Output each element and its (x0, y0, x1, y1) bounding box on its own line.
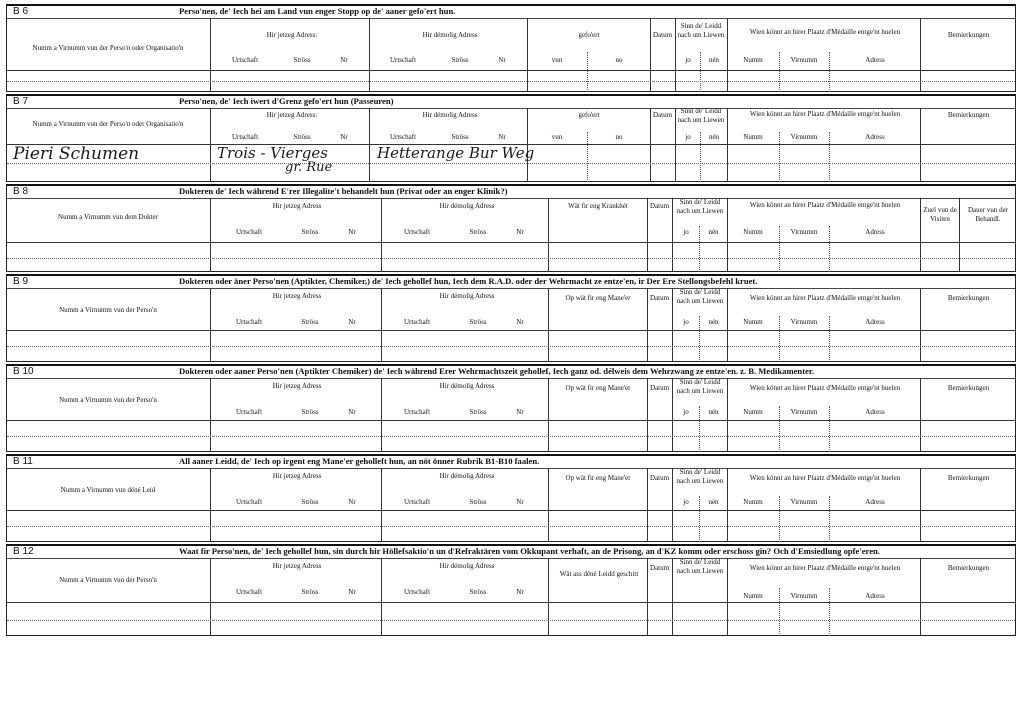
col-sense: Sinn de' Leidd nach um Liewen (676, 558, 724, 575)
col-former-address: Hir démolig Adress (422, 31, 478, 39)
col-former-address: Hir démolig Adress (439, 292, 495, 300)
col-sense: Sinn de' Leidd nach um Liewen (676, 468, 724, 485)
col-address: Adress (865, 228, 885, 236)
col-date: Datum (649, 202, 670, 210)
col-remarks: Bemierkungen (947, 111, 990, 119)
col-person-name: Numm a Virnumm vun der Perso'n (59, 306, 157, 314)
section-code: B 8 (13, 186, 29, 197)
col-number: Nr (348, 588, 356, 596)
handwritten-street: gr. Rue (285, 160, 333, 175)
col-remarks: Bemierkungen (947, 31, 990, 39)
col-no: nén (708, 408, 719, 416)
col-number: Nr (516, 588, 524, 596)
col-number: Nr (498, 133, 506, 141)
col-remarks: Bemierkungen (947, 294, 990, 302)
col-medal: Wien könnt an hirer Plaatz d'Médaille entge'nt huelen (749, 28, 901, 36)
col-street: Ströss (469, 588, 487, 596)
col-locality: Urtschaft (389, 133, 417, 141)
col-address: Adress (865, 592, 885, 600)
col-street: Ströss (301, 318, 319, 326)
col-street: Ströss (301, 228, 319, 236)
col-date: Datum (652, 31, 673, 39)
col-street: Ströss (469, 318, 487, 326)
section-title: Dokteren de' Iech während E'rer Illegalite't behandelt hun (Privat oder an enger Klinik?) (179, 186, 508, 196)
col-numm: Numm (743, 318, 763, 326)
section-title: Perso'nen, de' Iech hei am Land vun enger Stopp op de' aaner gefo'ert hun. (179, 6, 456, 16)
col-locality: Urtschaft (389, 56, 417, 64)
section-title: All aaner Leidd, de' Iech op irgent eng Mane'er geholleft hun, an nöt önner Rubrik B1-B10 faalen. (179, 456, 540, 466)
col-former-address: Hir démolig Adress (439, 382, 495, 390)
section-code: B 12 (13, 546, 34, 557)
col-number: Nr (340, 133, 348, 141)
col-medal: Wien könnt an hirer Plaatz d'Médaille entge'nt huelen (749, 201, 901, 209)
col-no: nén (708, 498, 719, 506)
col-sense: Sinn de' Leidd nach um Liewen (677, 22, 725, 39)
col-numm: Numm (743, 56, 763, 64)
section-title: Perso'nen, de' Iech iwert d'Grenz gefo'ert hun (Passeuren) (179, 96, 394, 106)
col-street: Ströss (451, 56, 469, 64)
handwritten-name: Pieri Schumen (13, 144, 140, 164)
col-person-name: Numm a Virnumm vun der Perso'n (59, 576, 157, 584)
col-manner: Op wät fir eng Mane'er (565, 384, 631, 392)
col-sense: Sinn de' Leidd nach um Liewen (677, 107, 725, 124)
section-b8 (6, 184, 1016, 272)
col-address: Adress (865, 56, 885, 64)
col-virnumm: Virnumm (790, 133, 818, 141)
col-sense: Sinn de' Leidd nach um Liewen (676, 198, 724, 215)
col-date: Datum (649, 384, 670, 392)
section-b12 (6, 544, 1016, 636)
section-code: B 6 (13, 6, 29, 17)
section-b11 (6, 454, 1016, 542)
col-number: Nr (498, 56, 506, 64)
col-number: Nr (516, 408, 524, 416)
col-sense: Sinn de' Leidd nach um Liewen (676, 288, 724, 305)
section-b9 (6, 274, 1016, 362)
section-header (7, 6, 1015, 19)
col-address: Adress (865, 498, 885, 506)
col-former-address: Hir démolig Adress (439, 472, 495, 480)
col-sense: Sinn de' Leidd nach um Liewen (676, 378, 724, 395)
section-code: B 9 (13, 276, 29, 287)
col-numm: Numm (743, 408, 763, 416)
col-current-address: Hir jetzeg Adress: (266, 111, 318, 119)
section-b10 (6, 364, 1016, 452)
col-person-name: Numm a Virnumm vun der Perso'n oder Organisatio'n (32, 120, 184, 128)
col-remarks: Bemierkungen (947, 384, 990, 392)
col-street: Ströss (469, 408, 487, 416)
col-former-address: Hir démolig Adress (422, 111, 478, 119)
handwritten-former-address: Hetterange Bur Weg (377, 144, 535, 162)
col-numm: Numm (743, 498, 763, 506)
col-medal: Wien könnt an hirer Plaatz d'Médaille entge'nt huelen (749, 294, 901, 302)
col-street: Ströss (293, 56, 311, 64)
col-virnumm: Virnumm (790, 592, 818, 600)
section-header (7, 276, 1015, 289)
col-number: Nr (348, 408, 356, 416)
col-person-name: Numm a Virnumm vun der Perso'n (59, 396, 157, 404)
col-number: Nr (348, 318, 356, 326)
col-locality: Urtschaft (403, 588, 431, 596)
col-date: Datum (649, 474, 670, 482)
col-numm: Numm (743, 592, 763, 600)
col-locality: Urtschaft (231, 56, 259, 64)
col-person-name: Numm a Virnumm vun der Perso'n oder Organisatio'n (32, 44, 184, 52)
col-street: Ströss (293, 133, 311, 141)
section-header (7, 456, 1015, 469)
col-virnumm: Virnumm (790, 318, 818, 326)
col-yes: jo (683, 228, 689, 236)
col-former-address: Hir démolig Adress (439, 562, 495, 570)
col-no: nén (708, 56, 720, 64)
col-doctor-name: Numm a Virnumm vun dem Dokter (58, 213, 158, 221)
col-number: Nr (516, 318, 524, 326)
col-number: Nr (516, 228, 524, 236)
col-remarks: Bemierkungen (947, 564, 990, 572)
col-locality: Urtschaft (235, 228, 263, 236)
col-manner: Op wät fir eng Mane'er (565, 294, 631, 302)
col-street: Ströss (469, 498, 487, 506)
col-virnumm: Virnumm (790, 408, 818, 416)
col-former-address: Hir démolig Adress (439, 202, 495, 210)
col-virnumm: Virnumm (790, 228, 818, 236)
col-yes: jo (683, 408, 689, 416)
col-locality: Urtschaft (231, 133, 259, 141)
col-current-address: Hir jetzeg Adress (272, 472, 322, 480)
col-no: nén (708, 133, 720, 141)
col-no: nén (708, 318, 719, 326)
handwritten-locality: Trois - Vierges (217, 144, 328, 162)
col-number: Nr (516, 498, 524, 506)
col-street: Ströss (301, 498, 319, 506)
col-current-address: Hir jetzeg Adress: (266, 31, 318, 39)
col-locality: Urtschaft (403, 498, 431, 506)
col-medal: Wien könnt an hirer Plaatz d'Médaille entge'nt huelen (749, 110, 901, 118)
col-locality: Urtschaft (403, 228, 431, 236)
col-street: Ströss (469, 228, 487, 236)
col-numm: Numm (743, 228, 763, 236)
col-number: Nr (348, 498, 356, 506)
col-address: Adress (865, 408, 885, 416)
col-to: no (615, 133, 623, 141)
questionnaire-page (6, 4, 1016, 638)
col-current-address: Hir jetzeg Adress (272, 202, 322, 210)
col-from: vun (551, 133, 563, 141)
col-date: Datum (649, 564, 670, 572)
col-medal: Wien könnt an hirer Plaatz d'Médaille entge'nt huelen (749, 564, 901, 572)
col-visits: Zuel vun de Visiten (923, 206, 957, 223)
col-locality: Urtschaft (235, 408, 263, 416)
col-illness: Wät fir eng Krankhét (568, 202, 628, 210)
section-b6 (6, 4, 1016, 92)
col-street: Ströss (301, 408, 319, 416)
col-date: Datum (652, 111, 673, 119)
col-duration: Dauer vun der Behandl. (967, 206, 1009, 223)
col-remarks: Bemierkungen (947, 474, 990, 482)
col-date: Datum (649, 294, 670, 302)
col-suffering-name: Numm a Virnumm vun déné Leid (60, 486, 156, 494)
col-to: no (615, 56, 623, 64)
section-code: B 10 (13, 366, 34, 377)
section-header (7, 186, 1015, 199)
section-code: B 7 (13, 96, 29, 107)
col-current-address: Hir jetzeg Adress (272, 292, 322, 300)
col-yes: jo (685, 133, 691, 141)
col-numm: Numm (743, 133, 763, 141)
col-locality: Urtschaft (235, 498, 263, 506)
col-street: Ströss (451, 133, 469, 141)
col-from: vun (551, 56, 563, 64)
section-header (7, 546, 1015, 559)
col-locality: Urtschaft (235, 318, 263, 326)
col-yes: jo (685, 56, 691, 64)
section-title: Waat fir Perso'nen, de' Iech gehollef hun, sin durch hir Höllefsaktio'n un d'Refraktären vom Okkupant verhaft, an de Prisong, an d'KZ komm oder erschoss gin? Och d'Emsiedlung opfe'eren. (179, 546, 880, 556)
section-code: B 11 (13, 456, 33, 467)
col-suffering: Wät ass déné Leidd geschitt (559, 570, 639, 578)
col-number: Nr (340, 56, 348, 64)
section-header (7, 96, 1015, 109)
col-street: Ströss (301, 588, 319, 596)
col-address: Adress (865, 133, 885, 141)
section-title: Dokteren oder aaner Perso'nen (Aptikter Chemiker) de' Iech während Erer Wehrmachtszeit gehollef, Iech ganz od. délweis dem Wehrzwang ze entze'en. z. B. Medikamenter. (179, 366, 815, 376)
col-address: Adress (865, 318, 885, 326)
col-locality: Urtschaft (403, 408, 431, 416)
col-locality: Urtschaft (235, 588, 263, 596)
col-virnumm: Virnumm (790, 498, 818, 506)
col-current-address: Hir jetzeg Adress (272, 382, 322, 390)
section-header (7, 366, 1015, 379)
col-number: Nr (348, 228, 356, 236)
col-medal: Wien könnt an hirer Plaatz d'Médaille entge'nt huelen (749, 474, 901, 482)
col-medal: Wien könnt an hirer Plaatz d'Médaille entge'nt huelen (749, 384, 901, 392)
col-no: nén (708, 228, 719, 236)
col-manner: Op wät fir eng Mane'er (565, 474, 631, 482)
section-b7 (6, 94, 1016, 182)
col-yes: jo (683, 498, 689, 506)
section-title: Dokteren oder äner Perso'nen (Aptikter, Chemiker,) de' Iech gehollef hun, Iech dem R.A.D. oder der Wehrmacht ze entze'en, ir Der Ere Stellongsbefehl kruet. (179, 276, 758, 286)
col-yes: jo (683, 318, 689, 326)
col-hidden: gefo'ert (578, 31, 600, 39)
col-current-address: Hir jetzeg Adress (272, 562, 322, 570)
col-hidden: gefo'ert (578, 111, 600, 119)
col-virnumm: Virnumm (790, 56, 818, 64)
col-locality: Urtschaft (403, 318, 431, 326)
